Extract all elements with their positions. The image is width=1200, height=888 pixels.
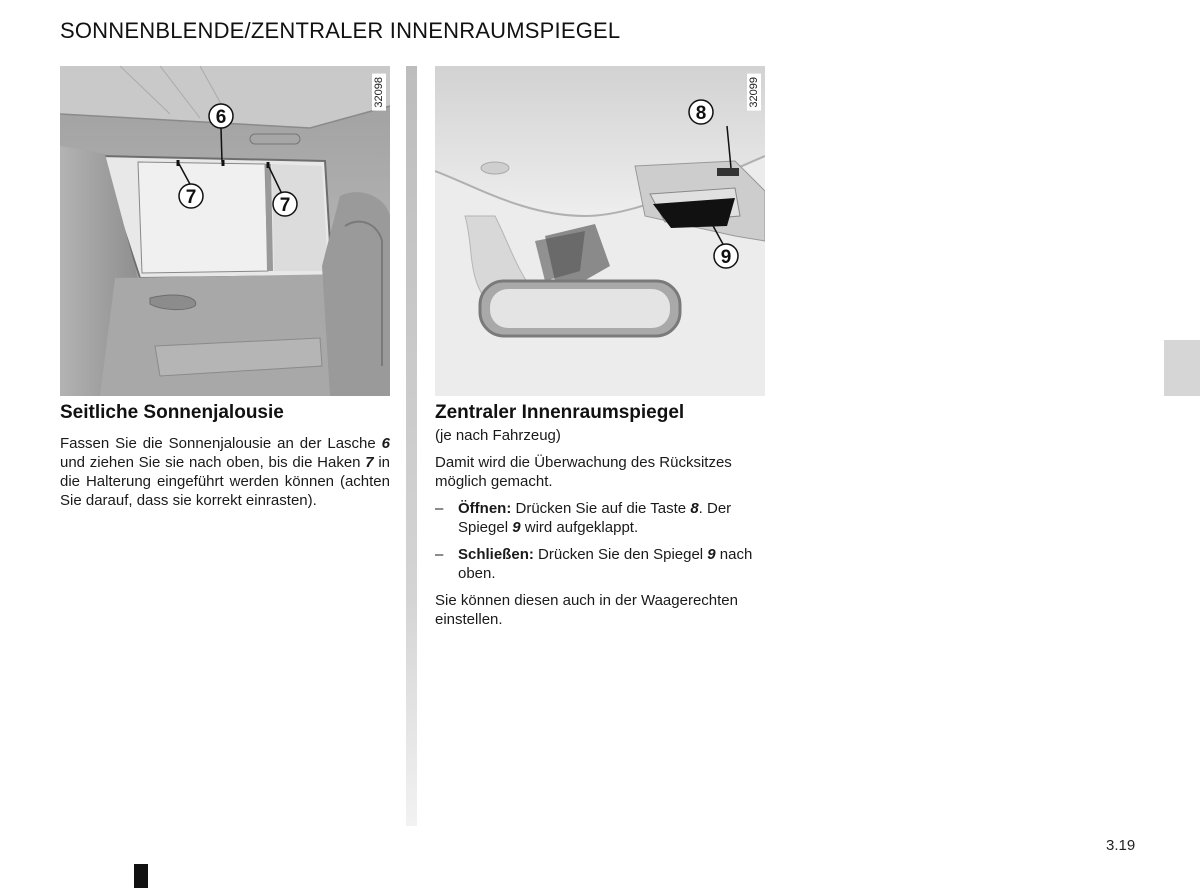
sun-blind-drawing [60, 66, 390, 396]
chapter-tab [1164, 340, 1200, 396]
list-dash: – [435, 546, 444, 563]
callout-7b-label: 7 [279, 195, 291, 216]
callout-7b [273, 192, 297, 216]
sun-blind-instructions [60, 434, 390, 510]
text-run: Drücken Sie den Spiegel [533, 546, 708, 563]
callout-6 [209, 104, 233, 128]
sun-blind-illustration [60, 66, 390, 396]
item-label: Öffnen: [458, 500, 512, 517]
text-run: und ziehen Sie sie nach oben, bis die Haken [60, 454, 366, 471]
text-run: in die Halterung eingeführt werden können (achten Sie darauf, dass sie korrekt einrasten). [60, 454, 390, 509]
ref-number: 9 [512, 519, 521, 536]
text-run: . Der Spiegel [458, 500, 732, 536]
callout-8-label: 8 [695, 103, 707, 124]
section-heading: Zentraler Innenraumspiegel [435, 402, 685, 423]
list-dash: – [435, 500, 444, 517]
page-title: SONNENBLENDE/ZENTRALER INNENRAUMSPIEGEL [60, 18, 621, 43]
left-column [60, 400, 390, 510]
callout-7a [179, 184, 203, 208]
ref-number: 6 [381, 435, 390, 452]
section-heading: Seitliche Sonnenjalousie [60, 402, 284, 423]
figure-code: 32098 [372, 74, 386, 111]
callout-8 [689, 100, 713, 124]
text-run: nach oben. [458, 546, 753, 582]
ref-number: 8 [690, 500, 699, 517]
column-divider [406, 66, 417, 826]
ref-number: 9 [707, 546, 716, 563]
section-subheading: (je nach Fahrzeug) [435, 427, 561, 444]
mirror-outro: Sie können diesen auch in der Waagerechten einstellen. [435, 592, 738, 628]
callout-9-label: 9 [720, 247, 732, 268]
text-run: wird aufgeklappt. [520, 519, 639, 536]
print-mark [134, 864, 148, 888]
list-item-close [435, 545, 765, 583]
item-label: Schließen: [458, 546, 534, 563]
text-run: Drücken Sie auf die Taste [511, 500, 691, 517]
mirror-illustration [435, 66, 765, 396]
mirror-drawing [435, 66, 765, 396]
callout-9 [714, 244, 738, 268]
callout-6-label: 6 [215, 107, 227, 128]
mirror-intro: Damit wird die Überwachung des Rücksitzes möglich gemacht. [435, 454, 732, 490]
right-column [435, 400, 765, 637]
figure-code: 32099 [747, 74, 761, 111]
text-run: Fassen Sie die Sonnenjalousie an der Lasche [60, 435, 382, 452]
ref-number: 7 [365, 454, 374, 471]
callout-7a-label: 7 [185, 187, 197, 208]
page-number: 3.19 [1106, 837, 1136, 854]
list-item-open [435, 499, 765, 537]
